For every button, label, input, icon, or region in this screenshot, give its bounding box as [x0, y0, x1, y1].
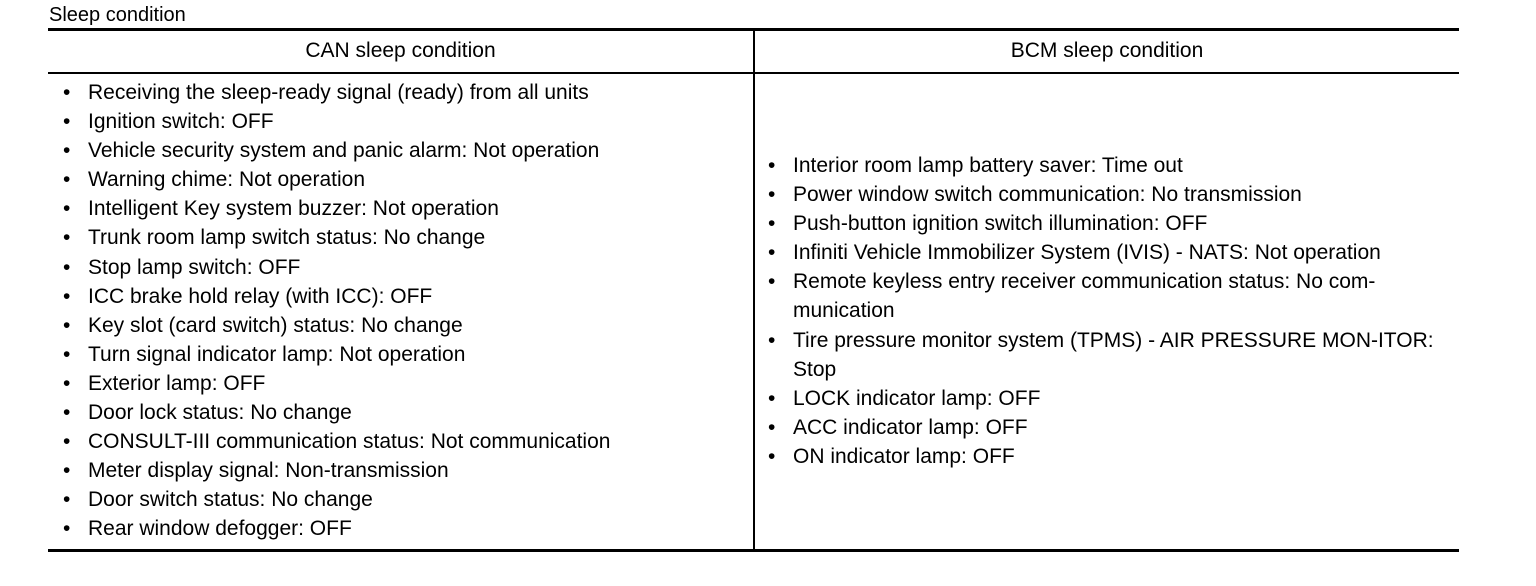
list-item-text: Intelligent Key system buzzer: Not operation: [88, 197, 499, 221]
list-item-text: Door switch status: No change: [88, 488, 373, 512]
bullet-icon: •: [768, 386, 776, 410]
bullet-icon: •: [63, 139, 71, 163]
list-item-text: Tire pressure monitor system (TPMS) - AIR PRESSURE MON-ITOR: Stop: [793, 328, 1434, 381]
list-item-text: Exterior lamp: OFF: [88, 371, 266, 395]
bullet-icon: •: [768, 212, 776, 236]
list-item: [48, 514, 748, 543]
bullet-icon: •: [63, 401, 71, 425]
list-item: [48, 398, 748, 427]
list-item-text: Vehicle security system and panic alarm: Not operation: [88, 139, 600, 163]
list-item: [755, 384, 1455, 413]
list-item: [48, 485, 748, 514]
list-item-text: Rear window defogger: OFF: [88, 517, 352, 541]
list-item-text: Door lock status: No change: [88, 401, 352, 425]
header-can-sleep-condition: CAN sleep condition: [305, 39, 496, 62]
bullet-icon: •: [768, 241, 776, 265]
bullet-icon: •: [63, 255, 71, 279]
list-item-text: Trunk room lamp switch status: No change: [88, 226, 486, 250]
bcm-condition-list: [755, 151, 1455, 471]
bullet-icon: •: [768, 270, 776, 294]
bullet-icon: •: [768, 328, 776, 352]
list-item: [48, 107, 748, 136]
list-item: [48, 311, 748, 340]
list-item: [755, 442, 1455, 471]
list-item-text: ON indicator lamp: OFF: [793, 444, 1015, 468]
bullet-icon: •: [63, 313, 71, 337]
list-item-text: Power window switch communication: No transmission: [793, 183, 1302, 207]
bullet-icon: •: [63, 488, 71, 512]
bullet-icon: •: [768, 415, 776, 439]
list-item-text: ICC brake hold relay (with ICC): OFF: [88, 284, 433, 308]
list-item: [755, 180, 1455, 209]
list-item: [755, 151, 1455, 180]
bullet-icon: •: [63, 284, 71, 308]
bullet-icon: •: [63, 371, 71, 395]
list-item-text: Turn signal indicator lamp: Not operation: [88, 342, 466, 366]
list-item-text: Warning chime: Not operation: [88, 168, 366, 192]
bullet-icon: •: [63, 81, 71, 104]
list-item: [48, 427, 748, 456]
list-item: [48, 78, 748, 107]
list-item-text: Meter display signal: Non-transmission: [88, 459, 449, 483]
bullet-icon: •: [63, 197, 71, 221]
list-item-text: ACC indicator lamp: OFF: [793, 415, 1028, 439]
bullet-icon: •: [63, 110, 71, 134]
list-item: [48, 282, 748, 311]
list-item-text: Stop lamp switch: OFF: [88, 255, 301, 279]
bullet-icon: •: [63, 226, 71, 250]
list-item-text: Ignition switch: OFF: [88, 110, 274, 134]
list-item: [48, 369, 748, 398]
bullet-icon: •: [63, 430, 71, 454]
list-item-text: Interior room lamp battery saver: Time out: [793, 154, 1183, 177]
list-item: [48, 136, 748, 165]
table-caption: Sleep condition: [49, 4, 186, 26]
list-item: [755, 238, 1455, 267]
list-item-text: Push-button ignition switch illumination: OFF: [793, 212, 1208, 236]
list-item-text: CONSULT-III communication status: Not communication: [88, 430, 611, 454]
list-item: [48, 340, 748, 369]
list-item: [48, 456, 748, 485]
list-item: [48, 253, 748, 282]
can-condition-list: [48, 78, 748, 544]
list-item: [48, 194, 748, 223]
bullet-icon: •: [63, 168, 71, 192]
header-bcm-sleep-condition: BCM sleep condition: [1010, 39, 1204, 62]
bullet-icon: •: [768, 444, 776, 468]
list-item: [755, 413, 1455, 442]
list-item: [755, 209, 1455, 238]
bullet-icon: •: [768, 183, 776, 207]
list-item-text: Receiving the sleep-ready signal (ready) from all units: [88, 81, 589, 104]
list-item-text: Key slot (card switch) status: No change: [88, 313, 463, 337]
list-item: [755, 326, 1455, 384]
list-item: [48, 165, 748, 194]
sleep-condition-table: [48, 28, 1459, 552]
bullet-icon: •: [63, 517, 71, 541]
list-item-text: Infiniti Vehicle Immobilizer System (IVIS) - NATS: Not operation: [793, 241, 1381, 265]
list-item: [755, 267, 1455, 325]
bullet-icon: •: [63, 459, 71, 483]
list-item-text: LOCK indicator lamp: OFF: [793, 386, 1041, 410]
list-item-text: Remote keyless entry receiver communication status: No com-munication: [793, 270, 1376, 323]
bullet-icon: •: [63, 342, 71, 366]
bullet-icon: •: [768, 154, 776, 177]
list-item: [48, 223, 748, 252]
